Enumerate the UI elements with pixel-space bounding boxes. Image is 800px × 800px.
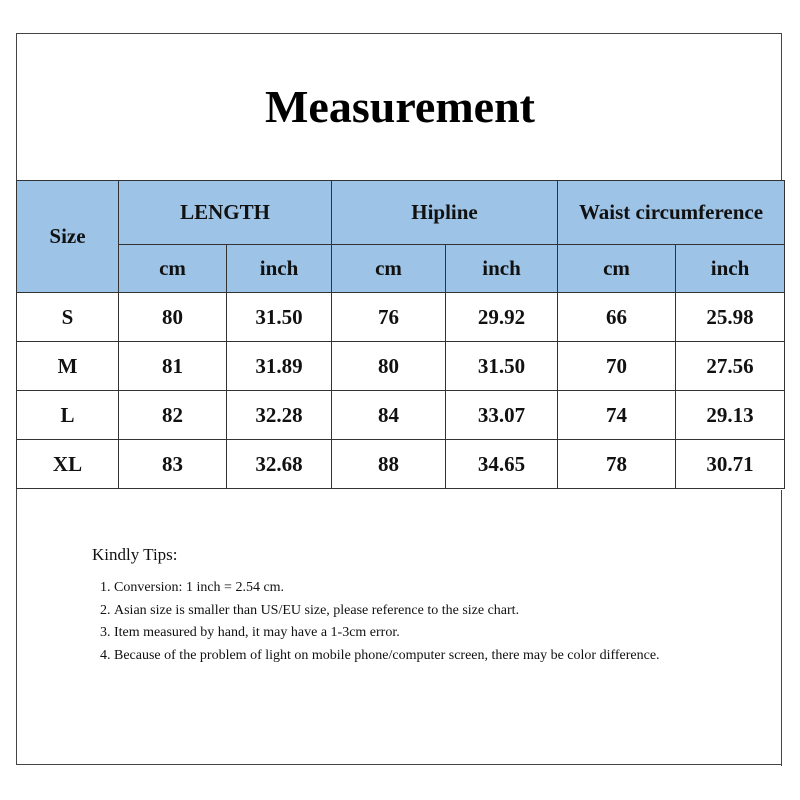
size-cell: S — [17, 293, 119, 342]
unit-header: cm — [332, 245, 446, 293]
tips-list — [92, 577, 674, 667]
value-cell: 32.68 — [227, 440, 332, 489]
value-cell: 74 — [558, 391, 676, 440]
value-cell: 30.71 — [676, 440, 785, 489]
value-cell: 70 — [558, 342, 676, 391]
value-cell: 81 — [119, 342, 227, 391]
value-cell: 33.07 — [446, 391, 558, 440]
unit-header: inch — [676, 245, 785, 293]
table-row — [17, 293, 785, 342]
value-cell: 84 — [332, 391, 446, 440]
value-cell: 82 — [119, 391, 227, 440]
value-cell: 88 — [332, 440, 446, 489]
value-cell: 80 — [332, 342, 446, 391]
table-row — [17, 391, 785, 440]
tip-item: 1. Conversion: 1 inch = 2.54 cm. — [114, 577, 674, 600]
value-cell: 76 — [332, 293, 446, 342]
group-header-waist: Waist circumference — [558, 181, 785, 245]
group-header-length: LENGTH — [119, 181, 332, 245]
value-cell: 31.50 — [446, 342, 558, 391]
frame-right-border-lower — [781, 490, 782, 766]
unit-header: cm — [119, 245, 227, 293]
value-cell: 31.89 — [227, 342, 332, 391]
size-cell: XL — [17, 440, 119, 489]
tip-item: 2. Asian size is smaller than US/EU size, please reference to the size chart. — [114, 600, 674, 623]
value-cell: 31.50 — [227, 293, 332, 342]
kindly-tips — [92, 545, 674, 667]
table-row — [17, 440, 785, 489]
size-cell: L — [17, 391, 119, 440]
value-cell: 78 — [558, 440, 676, 489]
size-cell: M — [17, 342, 119, 391]
group-header-hipline: Hipline — [332, 181, 558, 245]
unit-header: inch — [227, 245, 332, 293]
value-cell: 25.98 — [676, 293, 785, 342]
value-cell: 29.92 — [446, 293, 558, 342]
value-cell: 27.56 — [676, 342, 785, 391]
size-chart-table — [16, 180, 785, 489]
page-title: Measurement — [265, 81, 535, 132]
value-cell: 29.13 — [676, 391, 785, 440]
tip-item: 4. Because of the problem of light on mobile phone/computer screen, there may be color difference. — [114, 645, 674, 668]
tips-heading: Kindly Tips: — [92, 545, 178, 564]
table-row — [17, 342, 785, 391]
unit-header: inch — [446, 245, 558, 293]
unit-header: cm — [558, 245, 676, 293]
value-cell: 32.28 — [227, 391, 332, 440]
value-cell: 83 — [119, 440, 227, 489]
value-cell: 66 — [558, 293, 676, 342]
value-cell: 34.65 — [446, 440, 558, 489]
value-cell: 80 — [119, 293, 227, 342]
size-header: Size — [17, 181, 119, 293]
tip-item: 3. Item measured by hand, it may have a 1-3cm error. — [114, 622, 674, 645]
